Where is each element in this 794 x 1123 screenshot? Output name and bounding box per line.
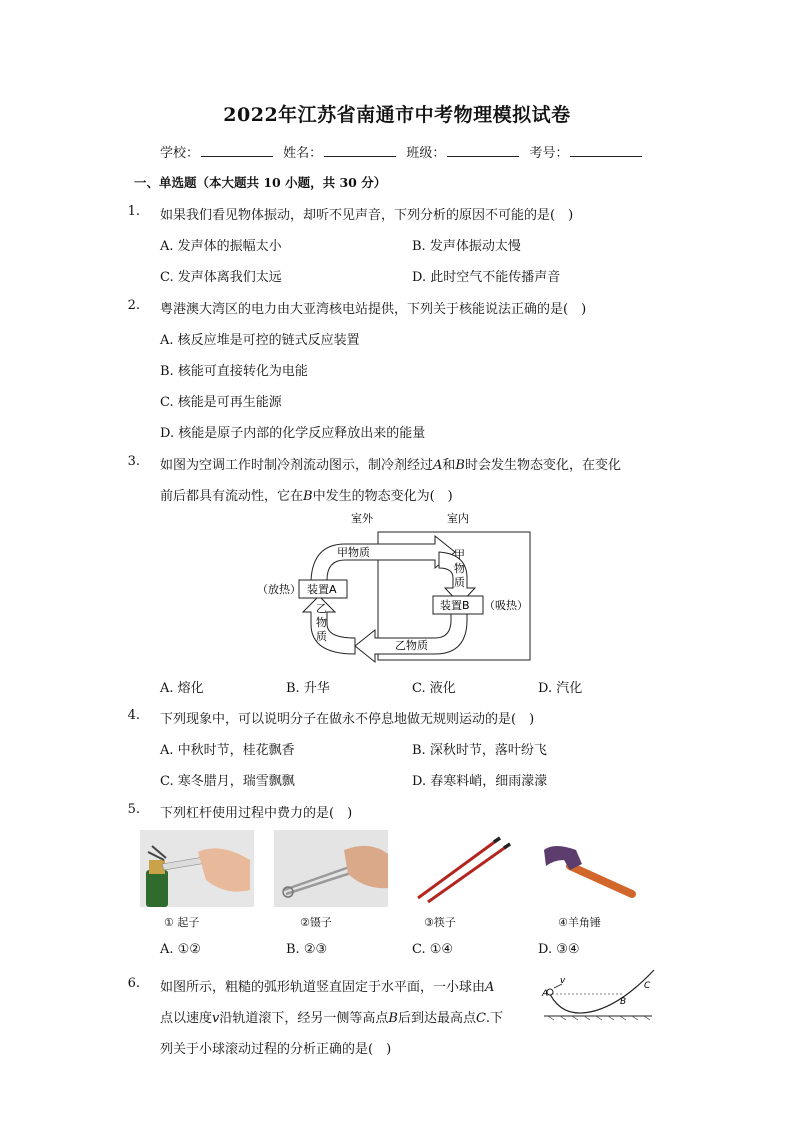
upper-flow-arrow xyxy=(311,536,455,580)
bottle-opener-photo xyxy=(140,830,254,907)
q6-stem-line2: 点以速度v沿轨道滚下，经另一侧等高点B后到达最高点C.下 xyxy=(160,1011,504,1026)
point-a-label: A xyxy=(542,989,549,999)
q4-option-c[interactable]: C. 寒冬腊月，瑞雪飘飘 xyxy=(160,774,295,789)
q1-number: 1. xyxy=(127,204,140,219)
q3-option-a[interactable]: A. 熔化 xyxy=(160,681,204,696)
chopsticks-photo xyxy=(408,830,522,907)
school-blank[interactable] xyxy=(201,144,273,157)
q3-stem-line2: 前后都具有流动性，它在B中发生的物态变化为( ) xyxy=(160,489,453,504)
section-heading: 一、单选题（本大题共 10 小题，共 30 分） xyxy=(134,175,387,190)
class-blank[interactable] xyxy=(447,144,519,157)
device-b-label: 装置B xyxy=(440,599,470,612)
q5-option-a[interactable]: A. ①② xyxy=(160,942,201,957)
q3-number: 3. xyxy=(127,454,140,469)
caption-1: ① 起子 xyxy=(164,916,200,929)
q4-option-d[interactable]: D. 春寒料峭，细雨濛濛 xyxy=(412,774,548,789)
q6-number: 6. xyxy=(127,976,140,991)
q3-option-c[interactable]: C. 液化 xyxy=(412,681,456,696)
q3-stem-line1: 如图为空调工作时制冷剂流动图示，制冷剂经过A和B时会发生物态变化，在变化 xyxy=(160,458,621,473)
lower-flow-arrow xyxy=(355,614,467,662)
q3-option-d[interactable]: D. 汽化 xyxy=(538,681,583,696)
absorb-heat-label: （吸热） xyxy=(484,599,528,612)
caption-2: ②镊子 xyxy=(300,916,332,929)
q3-option-b[interactable]: B. 升华 xyxy=(286,681,330,696)
q4-option-a[interactable]: A. 中秋时节，桂花飘香 xyxy=(160,743,295,758)
q2-option-d[interactable]: D. 核能是原子内部的化学反应释放出来的能量 xyxy=(160,426,426,441)
exam-number-label: 考号： xyxy=(529,146,569,161)
q4-number: 4. xyxy=(127,708,140,723)
caption-3: ③筷子 xyxy=(424,916,456,929)
q2-number: 2. xyxy=(127,298,140,313)
device-a-label: 装置A xyxy=(307,583,337,596)
substance-jia-v2: 物 xyxy=(454,562,465,575)
q6-stem-line1: 如图所示，粗糙的弧形轨道竖直固定于水平面，一小球由A xyxy=(160,980,495,995)
q5-stem: 下列杠杆使用过程中费力的是( ) xyxy=(160,806,353,821)
point-b-label: B xyxy=(620,997,627,1007)
indoor-label: 室内 xyxy=(447,512,469,525)
point-c-label: C xyxy=(644,981,651,991)
left-up-arrow xyxy=(303,596,355,654)
q4-option-b[interactable]: B. 深秋时节，落叶纷飞 xyxy=(412,743,547,758)
q5-option-b[interactable]: B. ②③ xyxy=(286,942,328,957)
release-heat-label: （放热） xyxy=(257,583,301,596)
q6-stem-line3: 列关于小球滚动过程的分析正确的是( ) xyxy=(160,1042,392,1057)
q1-stem: 如果我们看见物体振动，却听不见声音，下列分析的原因不可能的是( ) xyxy=(160,208,574,223)
q2-stem: 粤港澳大湾区的电力由大亚湾核电站提供，下列关于核能说法正确的是( ) xyxy=(160,302,587,317)
substance-yi-v1: 乙 xyxy=(316,602,327,615)
q2-option-c[interactable]: C. 核能是可再生能源 xyxy=(160,395,282,410)
student-info-line xyxy=(160,142,648,161)
q2-option-a[interactable]: A. 核反应堆是可控的链式反应装置 xyxy=(160,333,360,348)
caption-4: ④羊角锤 xyxy=(558,916,601,929)
arc-track-diagram xyxy=(540,966,660,1026)
substance-jia-v3: 质 xyxy=(454,576,465,589)
substance-jia-label: 甲物质 xyxy=(337,546,370,559)
q5-number: 5. xyxy=(127,802,140,817)
substance-yi-label: 乙物质 xyxy=(395,639,428,652)
claw-hammer-photo xyxy=(530,830,644,907)
q2-option-b[interactable]: B. 核能可直接转化为电能 xyxy=(160,364,308,379)
refrigerant-flow-diagram xyxy=(255,508,545,668)
substance-yi-v3: 质 xyxy=(316,630,327,643)
page-title: 2022年江苏省南通市中考物理模拟试卷 xyxy=(223,104,571,126)
tweezers-photo xyxy=(274,830,388,907)
q1-option-b[interactable]: B. 发声体振动太慢 xyxy=(412,239,521,254)
name-blank[interactable] xyxy=(324,144,396,157)
q5-option-d[interactable]: D. ③④ xyxy=(538,942,580,957)
school-label: 学校： xyxy=(160,146,200,161)
q5-option-c[interactable]: C. ①④ xyxy=(412,942,454,957)
class-label: 班级： xyxy=(406,146,446,161)
q1-option-a[interactable]: A. 发声体的振幅太小 xyxy=(160,239,282,254)
name-label: 姓名： xyxy=(283,146,323,161)
q4-stem: 下列现象中，可以说明分子在做永不停息地做无规则运动的是( ) xyxy=(160,712,535,727)
q1-option-c[interactable]: C. 发声体离我们太远 xyxy=(160,270,282,285)
q1-option-d[interactable]: D. 此时空气不能传播声音 xyxy=(412,270,561,285)
velocity-label: v xyxy=(560,976,566,986)
exam-number-blank[interactable] xyxy=(570,144,642,157)
substance-jia-v1: 甲 xyxy=(454,548,465,561)
substance-yi-v2: 物 xyxy=(316,616,327,629)
outdoor-label: 室外 xyxy=(351,512,373,525)
